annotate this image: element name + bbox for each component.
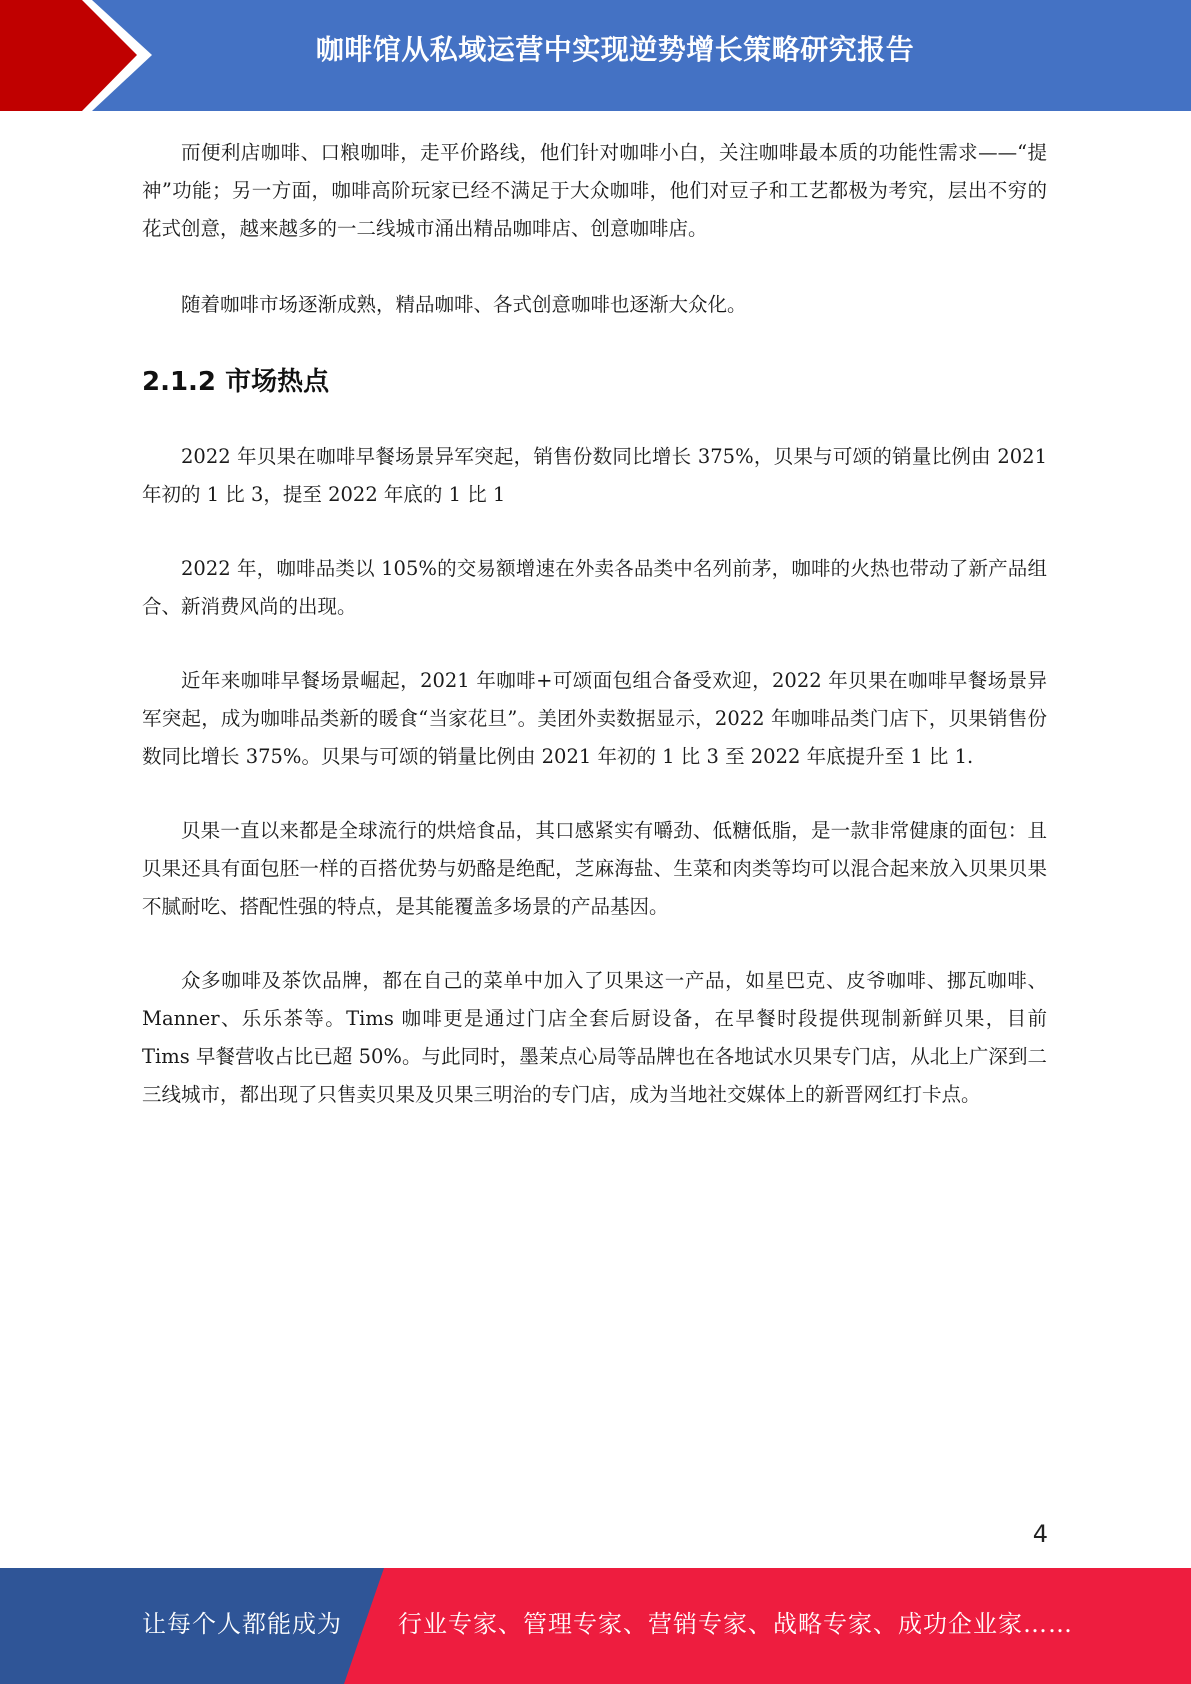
- body-paragraph: 随着咖啡市场逐渐成熟，精品咖啡、各式创意咖啡也逐渐大众化。: [181, 293, 747, 316]
- body-paragraph: 众多咖啡及茶饮品牌，都在自己的菜单中加入了贝果这一产品，如星巴克、皮爷咖啡、挪瓦咖啡、Manner、乐乐茶等。Tims 咖啡更是通过门店全套后厨设备，在早餐时段提供现制新鲜贝果，目前 Tims 早餐营收占比已超 50%。与此同时，墨茉点心局等品牌也在各地试水贝果专门店，从北上广深到二三线城市，都出现了只售卖贝果及贝果三明治的专门店，成为当地社交媒体上的新晋网红打卡点。: [142, 969, 1047, 1106]
- page-body: [142, 134, 1047, 1150]
- page-number: 4: [1032, 1520, 1048, 1548]
- body-paragraph: 近年来咖啡早餐场景崛起，2021 年咖啡+可颂面包组合备受欢迎，2022 年贝果在咖啡早餐场景异军突起，成为咖啡品类新的暖食“当家花旦”。美团外卖数据显示，2022 年咖啡品类门店下，贝果销售份数同比增长 375%。贝果与可颂的销量比例由 2021 年初的 1 比 3 至 2022 年底提升至 1 比 1.: [142, 669, 1047, 768]
- body-paragraph: 而便利店咖啡、口粮咖啡，走平价路线，他们针对咖啡小白，关注咖啡最本质的功能性需求——“提神”功能；另一方面，咖啡高阶玩家已经不满足于大众咖啡，他们对豆子和工艺都极为考究，层出不穷的花式创意，越来越多的一二线城市涌出精品咖啡店、创意咖啡店。: [142, 141, 1047, 240]
- body-paragraph: 2022 年，咖啡品类以 105%的交易额增速在外卖各品类中名列前茅，咖啡的火热也带动了新产品组合、新消费风尚的出现。: [142, 557, 1047, 618]
- body-paragraph: 2022 年贝果在咖啡早餐场景异军突起，销售份数同比增长 375%，贝果与可颂的销量比例由 2021 年初的 1 比 3，提至 2022 年底的 1 比 1: [142, 445, 1047, 506]
- footer-slogan-right: 行业专家、管理专家、营销专家、战略专家、成功企业家……: [398, 1610, 1073, 1638]
- page-header: [0, 0, 1191, 111]
- body-paragraph: 贝果一直以来都是全球流行的烘焙食品，其口感紧实有嚼劲、低糖低脂，是一款非常健康的面包：且贝果还具有面包胚一样的百搭优势与奶酪是绝配，芝麻海盐、生菜和肉类等均可以混合起来放入贝果贝果不腻耐吃、搭配性强的特点，是其能覆盖多场景的产品基因。: [142, 819, 1047, 918]
- document-title: 咖啡馆从私域运营中实现逆势增长策略研究报告: [315, 33, 915, 66]
- page-footer: [0, 1568, 1191, 1684]
- section-heading: 2.1.2 市场热点: [142, 367, 330, 397]
- footer-slogan-left: 让每个人都能成为: [142, 1610, 342, 1638]
